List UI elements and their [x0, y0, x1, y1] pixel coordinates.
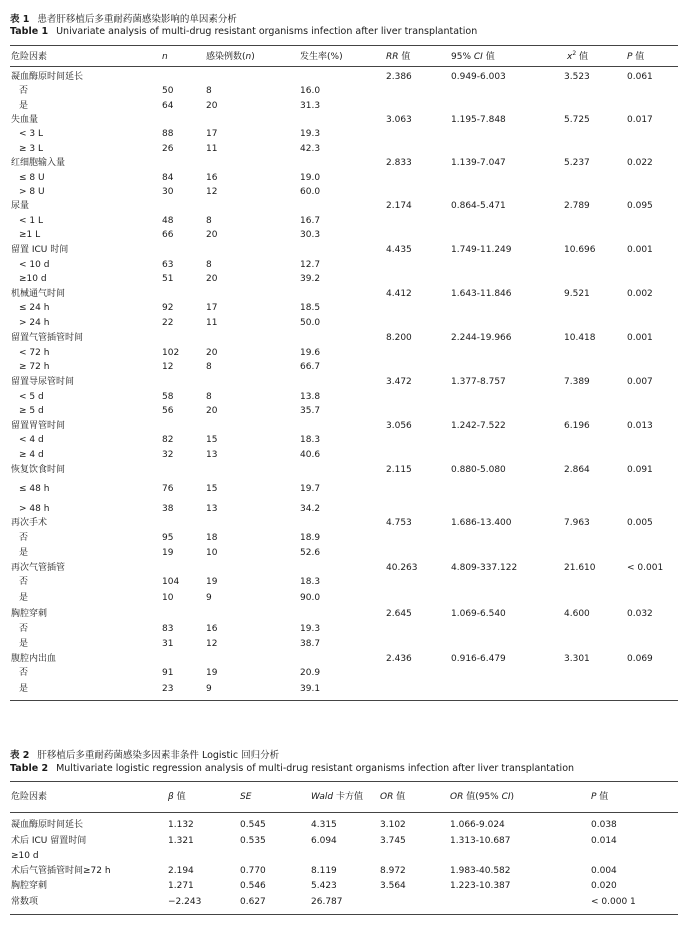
t1-ci-cell: 0.864-5.471 — [451, 201, 506, 211]
t1-factor-cell: 否 — [19, 668, 29, 678]
t1-col-p: P 值 — [627, 52, 645, 62]
t1-chi-cell: 2.864 — [564, 465, 590, 475]
t2-or-cell: 3.564 — [380, 881, 406, 891]
t1-n-cell: 104 — [162, 577, 180, 587]
t1-rate-cell: 18.5 — [300, 303, 321, 313]
t1-factor-cell: 留置气管插管时间 — [11, 333, 84, 343]
t1-rr-cell: 2.386 — [386, 72, 412, 82]
t1-rate-cell: 18.3 — [300, 577, 321, 587]
t1-infected-cell: 20 — [206, 230, 218, 240]
t1-infected-cell: 13 — [206, 450, 218, 460]
table2-caption-cn — [10, 747, 279, 761]
t1-factor-cell: 留置 ICU 时间 — [11, 245, 69, 255]
t2-col-factor: 危险因素 — [11, 792, 48, 802]
t1-rate-cell: 50.0 — [300, 318, 321, 328]
t1-infected-cell: 9 — [206, 593, 212, 603]
t1-factor-cell: > 24 h — [19, 318, 50, 328]
t1-rate-cell: 31.3 — [300, 101, 321, 111]
t1-factor-cell: < 5 d — [19, 392, 44, 402]
t1-chi-cell: 7.389 — [564, 377, 590, 387]
t1-infected-cell: 9 — [206, 684, 212, 694]
t1-chi-cell: 2.789 — [564, 201, 590, 211]
t1-n-cell: 10 — [162, 593, 174, 603]
t2-beta-cell: 2.194 — [168, 866, 194, 876]
t1-factor-cell: 留置导尿管时间 — [11, 377, 75, 387]
t2-orci-cell: 1.223-10.387 — [450, 881, 511, 891]
t2-wald-cell: 26.787 — [311, 897, 343, 907]
t1-rate-cell: 30.3 — [300, 230, 321, 240]
table1-label-en: Table 1 — [10, 26, 49, 37]
t1-rr-cell: 2.174 — [386, 201, 412, 211]
t1-infected-cell: 20 — [206, 406, 218, 416]
t1-factor-cell: 是 — [19, 639, 29, 649]
t2-factor-cell: 常数项 — [11, 897, 39, 907]
t1-n-cell: 83 — [162, 624, 174, 634]
t2-se-cell: 0.770 — [240, 866, 266, 876]
t1-factor-cell: 是 — [19, 593, 29, 603]
t1-n-cell: 19 — [162, 548, 174, 558]
t1-infected-cell: 8 — [206, 392, 212, 402]
t1-n-cell: 91 — [162, 668, 174, 678]
t1-p-cell: 0.002 — [627, 289, 653, 299]
table2-title-en: Multivariate logistic regression analysis of multi-drug resistant organisms infection after liver transplantation — [56, 763, 575, 774]
t1-n-cell: 63 — [162, 260, 174, 270]
t1-rate-cell: 12.7 — [300, 260, 321, 270]
t1-factor-cell: ≥ 5 d — [19, 406, 44, 416]
t1-factor-cell: 否 — [19, 86, 29, 96]
t1-col-factor: 危险因素 — [11, 52, 48, 62]
table1-top-rule — [10, 45, 678, 46]
t1-infected-cell: 11 — [206, 318, 218, 328]
t1-infected-cell: 18 — [206, 533, 218, 543]
t1-rr-cell: 3.472 — [386, 377, 412, 387]
t1-infected-cell: 12 — [206, 187, 218, 197]
t1-rate-cell: 18.9 — [300, 533, 321, 543]
t2-factor-cell: 胸腔穿刺 — [11, 881, 48, 891]
t1-infected-cell: 15 — [206, 484, 218, 494]
t1-rr-cell: 4.435 — [386, 245, 412, 255]
t2-wald-cell: 5.423 — [311, 881, 337, 891]
t1-factor-cell: < 10 d — [19, 260, 50, 270]
t1-n-cell: 66 — [162, 230, 174, 240]
t1-infected-cell: 8 — [206, 86, 212, 96]
t1-infected-cell: 15 — [206, 435, 218, 445]
t1-chi-cell: 10.696 — [564, 245, 596, 255]
t1-factor-cell: < 3 L — [19, 129, 44, 139]
t1-n-cell: 31 — [162, 639, 174, 649]
t1-infected-cell: 8 — [206, 216, 212, 226]
t1-rr-cell: 4.412 — [386, 289, 412, 299]
t2-factor-cell: ≥10 d — [11, 851, 39, 861]
t1-factor-cell: ≥ 72 h — [19, 362, 50, 372]
t1-chi-cell: 9.521 — [564, 289, 590, 299]
t1-chi-cell: 10.418 — [564, 333, 596, 343]
t1-factor-cell: < 72 h — [19, 348, 50, 358]
t2-beta-cell: 1.271 — [168, 881, 194, 891]
t1-ci-cell: 0.880-5.080 — [451, 465, 506, 475]
t1-ci-cell: 2.244-19.966 — [451, 333, 512, 343]
t1-ci-cell: 1.749-11.249 — [451, 245, 512, 255]
t2-p-cell: 0.020 — [591, 881, 617, 891]
t1-factor-cell: 失血量 — [11, 115, 39, 125]
t1-p-cell: 0.005 — [627, 518, 653, 528]
t1-n-cell: 64 — [162, 101, 174, 111]
t1-chi-cell: 5.237 — [564, 158, 590, 168]
t1-factor-cell: 是 — [19, 548, 29, 558]
t2-col-p: P 值 — [591, 792, 609, 802]
t1-rr-cell: 3.056 — [386, 421, 412, 431]
table2-top-rule — [10, 781, 678, 782]
t2-factor-cell: 术后 ICU 留置时间 — [11, 836, 87, 846]
t2-beta-cell: 1.321 — [168, 836, 194, 846]
t1-n-cell: 58 — [162, 392, 174, 402]
t1-n-cell: 84 — [162, 173, 174, 183]
t1-rate-cell: 18.3 — [300, 435, 321, 445]
t1-n-cell: 32 — [162, 450, 174, 460]
t2-p-cell: 0.004 — [591, 866, 617, 876]
t1-factor-cell: 恢复饮食时间 — [11, 465, 66, 475]
table2-caption-en — [10, 763, 574, 774]
t2-se-cell: 0.535 — [240, 836, 266, 846]
table2-label-en: Table 2 — [10, 763, 49, 774]
t1-factor-cell: 否 — [19, 624, 29, 634]
t1-rate-cell: 52.6 — [300, 548, 321, 558]
t1-p-cell: 0.013 — [627, 421, 653, 431]
t1-rr-cell: 2.645 — [386, 609, 412, 619]
t1-p-cell: 0.061 — [627, 72, 653, 82]
t1-factor-cell: > 8 U — [19, 187, 45, 197]
t1-p-cell: 0.091 — [627, 465, 653, 475]
t1-factor-cell: 凝血酶原时间延长 — [11, 72, 84, 82]
t2-beta-cell: 1.132 — [168, 820, 194, 830]
t1-factor-cell: ≤ 24 h — [19, 303, 50, 313]
t1-factor-cell: < 1 L — [19, 216, 44, 226]
t1-rate-cell: 90.0 — [300, 593, 321, 603]
t1-rate-cell: 16.0 — [300, 86, 321, 96]
t1-col-chi: $x^2$ 值 — [567, 50, 589, 62]
t2-col-se: SE — [240, 792, 252, 802]
t1-rate-cell: 60.0 — [300, 187, 321, 197]
t1-ci-cell: 0.916-6.479 — [451, 654, 506, 664]
table1-header-rule — [10, 66, 678, 67]
t1-n-cell: 102 — [162, 348, 180, 358]
t1-chi-cell: 21.610 — [564, 563, 596, 573]
t1-factor-cell: 腹腔内出血 — [11, 654, 57, 664]
t2-or-cell: 8.972 — [380, 866, 406, 876]
t1-ci-cell: 1.195-7.848 — [451, 115, 506, 125]
t1-p-cell: 0.017 — [627, 115, 653, 125]
t1-factor-cell: ≥ 3 L — [19, 144, 44, 154]
table1-label-cn: 表 1 — [10, 14, 30, 25]
t1-rr-cell: 8.200 — [386, 333, 412, 343]
t1-p-cell: 0.022 — [627, 158, 653, 168]
t2-orci-cell: 1.983-40.582 — [450, 866, 511, 876]
t1-n-cell: 82 — [162, 435, 174, 445]
t1-rate-cell: 40.6 — [300, 450, 321, 460]
t1-infected-cell: 20 — [206, 348, 218, 358]
t1-factor-cell: ≥ 4 d — [19, 450, 44, 460]
t1-factor-cell: 尿量 — [11, 201, 30, 211]
t1-rate-cell: 42.3 — [300, 144, 321, 154]
t1-infected-cell: 16 — [206, 173, 218, 183]
t1-factor-cell: 否 — [19, 577, 29, 587]
table2-label-cn: 表 2 — [10, 750, 30, 761]
t2-or-cell: 3.102 — [380, 820, 406, 830]
t1-factor-cell: 再次手术 — [11, 518, 48, 528]
t1-rate-cell: 19.7 — [300, 484, 321, 494]
t1-factor-cell: > 48 h — [19, 504, 50, 514]
t1-chi-cell: 4.600 — [564, 609, 590, 619]
t1-rr-cell: 40.263 — [386, 563, 418, 573]
table1-title-en: Univariate analysis of multi-drug resistant organisms infection after liver transplantation — [56, 26, 478, 37]
t2-beta-cell: −2.243 — [168, 897, 202, 907]
t1-rate-cell: 19.3 — [300, 129, 321, 139]
t2-se-cell: 0.545 — [240, 820, 266, 830]
t1-ci-cell: 1.069-6.540 — [451, 609, 506, 619]
t1-n-cell: 12 — [162, 362, 174, 372]
t1-rr-cell: 2.115 — [386, 465, 412, 475]
t1-infected-cell: 19 — [206, 577, 218, 587]
t2-wald-cell: 8.119 — [311, 866, 337, 876]
t1-n-cell: 23 — [162, 684, 174, 694]
t1-ci-cell: 1.686-13.400 — [451, 518, 512, 528]
t1-ci-cell: 4.809-337.122 — [451, 563, 518, 573]
t2-factor-cell: 凝血酶原时间延长 — [11, 820, 84, 830]
table2-title-cn: 肝移植后多重耐药菌感染多因素非条件 Logistic 回归分析 — [37, 750, 280, 761]
t1-factor-cell: < 4 d — [19, 435, 44, 445]
t1-n-cell: 95 — [162, 533, 174, 543]
t1-factor-cell: 再次气管插管 — [11, 563, 66, 573]
t1-col-infected: 感染例数(n) — [206, 52, 255, 62]
table1-caption-en — [10, 26, 477, 37]
t2-orci-cell: 1.313-10.687 — [450, 836, 511, 846]
t1-rr-cell: 4.753 — [386, 518, 412, 528]
t1-n-cell: 51 — [162, 274, 174, 284]
t1-infected-cell: 11 — [206, 144, 218, 154]
t1-rate-cell: 39.2 — [300, 274, 321, 284]
t1-infected-cell: 13 — [206, 504, 218, 514]
t1-infected-cell: 10 — [206, 548, 218, 558]
t1-ci-cell: 1.242-7.522 — [451, 421, 506, 431]
t1-rate-cell: 19.3 — [300, 624, 321, 634]
t2-p-cell: 0.014 — [591, 836, 617, 846]
t1-infected-cell: 8 — [206, 260, 212, 270]
t1-p-cell: 0.095 — [627, 201, 653, 211]
t1-ci-cell: 0.949-6.003 — [451, 72, 506, 82]
t1-factor-cell: 是 — [19, 101, 29, 111]
t2-orci-cell: 1.066-9.024 — [450, 820, 505, 830]
t1-p-cell: 0.032 — [627, 609, 653, 619]
t1-infected-cell: 16 — [206, 624, 218, 634]
t1-n-cell: 30 — [162, 187, 174, 197]
t2-col-wald: Wald 卡方值 — [311, 792, 364, 802]
t1-n-cell: 76 — [162, 484, 174, 494]
t1-rr-cell: 2.833 — [386, 158, 412, 168]
table2-header-rule — [10, 812, 678, 813]
t1-rate-cell: 35.7 — [300, 406, 321, 416]
t2-or-cell: 3.745 — [380, 836, 406, 846]
t2-se-cell: 0.627 — [240, 897, 266, 907]
t2-col-beta: β 值 — [168, 792, 186, 802]
t1-chi-cell: 3.301 — [564, 654, 590, 664]
t2-wald-cell: 6.094 — [311, 836, 337, 846]
t1-factor-cell: 胸腔穿刺 — [11, 609, 48, 619]
t1-rr-cell: 3.063 — [386, 115, 412, 125]
t1-rate-cell: 16.7 — [300, 216, 321, 226]
t1-col-ci: 95% CI 值 — [451, 52, 495, 62]
t1-ci-cell: 1.139-7.047 — [451, 158, 506, 168]
t1-factor-cell: 机械通气时间 — [11, 289, 66, 299]
t1-factor-cell: 是 — [19, 684, 29, 694]
t1-n-cell: 22 — [162, 318, 174, 328]
t1-infected-cell: 20 — [206, 101, 218, 111]
table1-bottom-rule — [10, 700, 678, 701]
t1-p-cell: 0.001 — [627, 245, 653, 255]
t1-n-cell: 48 — [162, 216, 174, 226]
t1-chi-cell: 5.725 — [564, 115, 590, 125]
t1-n-cell: 92 — [162, 303, 174, 313]
t1-factor-cell: 否 — [19, 533, 29, 543]
t1-p-cell: < 0.001 — [627, 563, 664, 573]
t1-col-rate: 发生率(%) — [300, 52, 343, 62]
t1-p-cell: 0.069 — [627, 654, 653, 664]
t1-factor-cell: ≥10 d — [19, 274, 47, 284]
t1-factor-cell: 留置胃管时间 — [11, 421, 66, 431]
t1-chi-cell: 6.196 — [564, 421, 590, 431]
t1-rr-cell: 2.436 — [386, 654, 412, 664]
t2-se-cell: 0.546 — [240, 881, 266, 891]
t1-infected-cell: 20 — [206, 274, 218, 284]
t1-p-cell: 0.007 — [627, 377, 653, 387]
t1-factor-cell: ≤ 8 U — [19, 173, 45, 183]
t1-p-cell: 0.001 — [627, 333, 653, 343]
t1-rate-cell: 19.0 — [300, 173, 321, 183]
t2-wald-cell: 4.315 — [311, 820, 337, 830]
t1-infected-cell: 17 — [206, 129, 218, 139]
t1-chi-cell: 3.523 — [564, 72, 590, 82]
t1-col-rr: RR 值 — [386, 52, 411, 62]
t1-factor-cell: ≥1 L — [19, 230, 41, 240]
t2-p-cell: < 0.000 1 — [591, 897, 636, 907]
t2-p-cell: 0.038 — [591, 820, 617, 830]
t1-rate-cell: 13.8 — [300, 392, 321, 402]
t1-infected-cell: 12 — [206, 639, 218, 649]
t1-rate-cell: 38.7 — [300, 639, 321, 649]
t1-ci-cell: 1.643-11.846 — [451, 289, 512, 299]
t1-rate-cell: 34.2 — [300, 504, 321, 514]
t2-col-or: OR 值 — [380, 792, 406, 802]
table1-title-cn: 患者肝移植后多重耐药菌感染影响的单因素分析 — [37, 14, 237, 25]
t2-factor-cell: 术后气管插管时间≥72 h — [11, 866, 111, 876]
table2-bottom-rule — [10, 914, 678, 915]
t1-col-n: n — [162, 52, 168, 62]
t1-ci-cell: 1.377-8.757 — [451, 377, 506, 387]
t1-factor-cell: 红细胞输入量 — [11, 158, 66, 168]
t1-n-cell: 56 — [162, 406, 174, 416]
t1-n-cell: 38 — [162, 504, 174, 514]
t1-n-cell: 50 — [162, 86, 174, 96]
t1-chi-cell: 7.963 — [564, 518, 590, 528]
t1-infected-cell: 17 — [206, 303, 218, 313]
table1-caption-cn — [10, 11, 237, 25]
t1-rate-cell: 19.6 — [300, 348, 321, 358]
t1-rate-cell: 20.9 — [300, 668, 321, 678]
t1-rate-cell: 66.7 — [300, 362, 321, 372]
t2-col-orci: OR 值(95% CI) — [450, 792, 515, 802]
t1-n-cell: 26 — [162, 144, 174, 154]
t1-infected-cell: 8 — [206, 362, 212, 372]
t1-factor-cell: ≤ 48 h — [19, 484, 50, 494]
t1-rate-cell: 39.1 — [300, 684, 321, 694]
t1-infected-cell: 19 — [206, 668, 218, 678]
t1-n-cell: 88 — [162, 129, 174, 139]
